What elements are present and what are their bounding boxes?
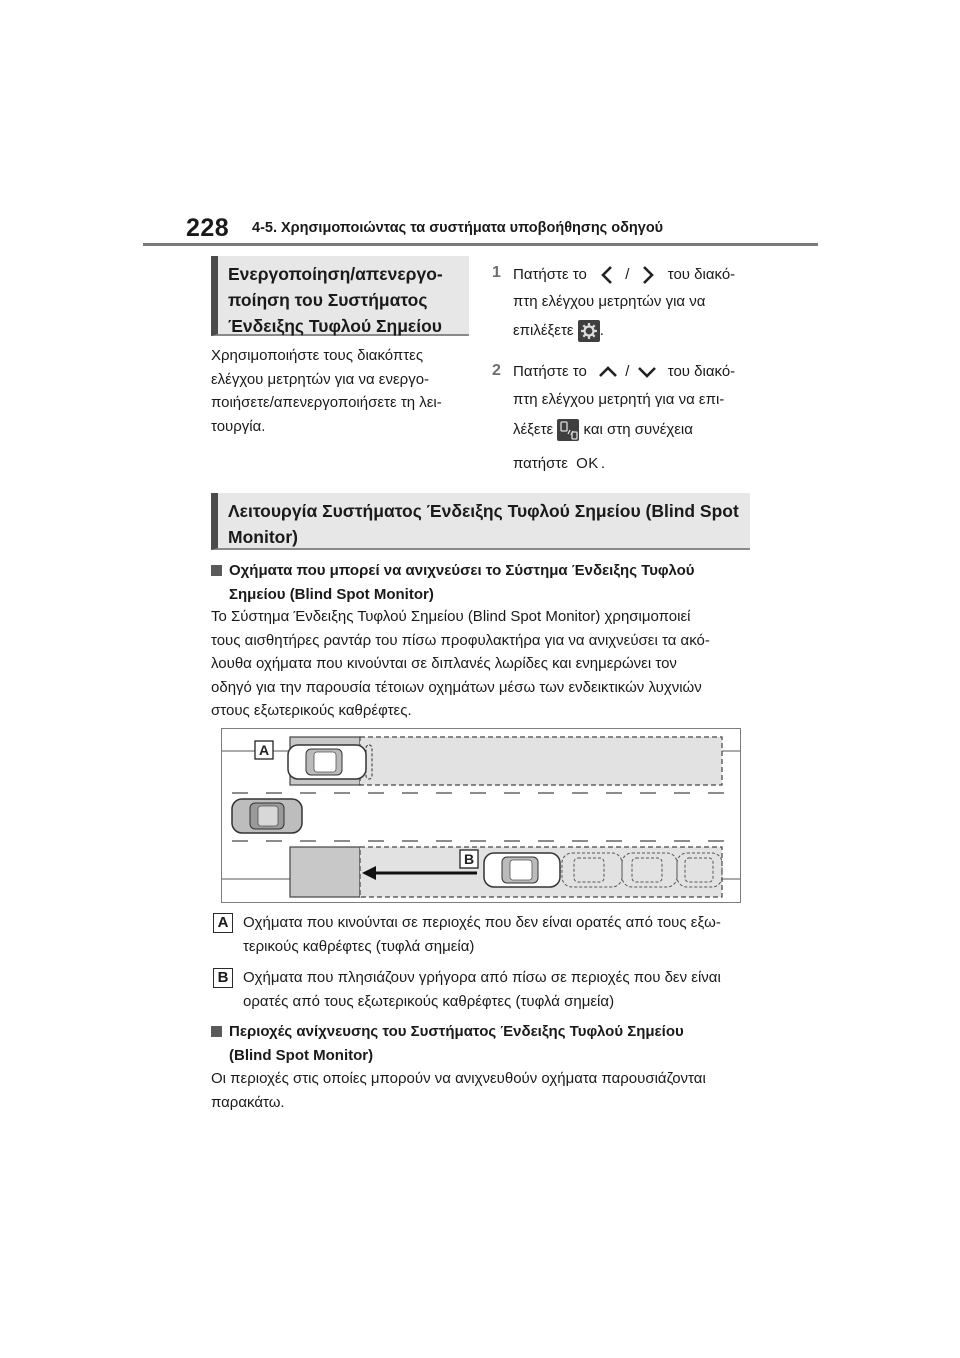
step-number: 1	[492, 264, 501, 281]
text: επιλέξετε	[513, 321, 574, 339]
text-line: ποιήσετε/απενεργοποιήσετε τη λει-	[211, 394, 442, 411]
subheading-detectable-vehicles	[229, 559, 695, 606]
step1-line2: πτη ελέγχου μετρητών για να	[513, 293, 706, 310]
chapter-title: 4-5. Χρησιμοποιώντας τα συστήματα υποβοήθησης οδηγού	[252, 220, 664, 236]
text-line: Σημείου (Blind Spot Monitor)	[229, 585, 434, 603]
text: πατήστε	[513, 455, 568, 472]
blind-spot-monitor-icon	[557, 419, 579, 441]
chevron-down-icon	[636, 364, 658, 380]
label-b: B	[463, 851, 475, 867]
step2-line1	[513, 363, 735, 380]
text-line: Το Σύστημα Ένδειξης Τυφλού Σημείου (Blind Spot Monitor) χρησιμοποιεί	[211, 608, 691, 625]
text-line: στους εξωτερικούς καθρέφτες.	[211, 702, 412, 719]
section-heading-activation	[211, 256, 469, 336]
text-line: Οι περιοχές στις οποίες μπορούν να ανιχνευθούν οχήματα παρουσιάζονται	[211, 1070, 706, 1087]
text-line: Χρησιμοποιήστε τους διακόπτες	[211, 347, 424, 364]
heading-line: Ενεργοποίηση/απενεργο-	[228, 264, 443, 284]
subheading-detection-areas	[229, 1020, 684, 1067]
text: .	[599, 321, 604, 339]
text-line: Περιοχές ανίχνευσης του Συστήματος Ένδειξης Τυφλού Σημείου	[229, 1023, 684, 1040]
definition-a-line1: Οχήματα που κινούνται σε περιοχές που δεν είναι ορατές από τους εξω-	[243, 914, 721, 931]
text-line: Οχήματα που μπορεί να ανιχνεύσει το Σύστημα Ένδειξης Τυφλού	[229, 562, 695, 579]
text: και στη συνέχεια	[583, 420, 693, 438]
definition-b-line1: Οχήματα που πλησιάζουν γρήγορα από πίσω σε περιοχές που δεν είναι	[243, 969, 721, 986]
chevron-up-icon	[597, 364, 619, 380]
definition-label-a: A	[213, 913, 233, 933]
detection-zone-a	[360, 737, 722, 785]
activation-intro	[211, 344, 467, 438]
vehicle-b	[484, 853, 560, 887]
text-line: τους αισθητήρες ραντάρ του πίσω προφυλακτήρα για να ανιχνεύσει τα ακό-	[211, 631, 710, 649]
page-number: 228	[186, 214, 230, 242]
road-diagram	[222, 729, 740, 902]
blind-spot-figure	[221, 728, 741, 903]
ok-icon: OK	[576, 455, 599, 472]
label-a: A	[258, 742, 270, 758]
vehicle-a	[288, 745, 366, 779]
section-heading-operation: Λειτουργία Συστήματος Ένδειξης Τυφλού Σημείου (Blind Spot Monitor)	[211, 493, 750, 550]
text-line: τουργία.	[211, 417, 266, 435]
heading-line: ποίηση του Συστήματος	[228, 290, 428, 310]
heading-line: Ένδειξης Τυφλού Σημείου	[228, 316, 442, 336]
text: Πατήστε το	[513, 265, 587, 283]
text: του διακό-	[667, 265, 736, 283]
bsm-description	[211, 605, 756, 723]
step-number: 2	[492, 362, 501, 379]
definition-b-line2: ορατές από τους εξωτερικούς καθρέφτες (τυφλά σημεία)	[243, 993, 615, 1010]
text: του διακό-	[667, 363, 736, 380]
step2-line2: πτη ελέγχου μετρητή για να επι-	[513, 391, 725, 408]
chevron-left-icon	[597, 265, 619, 285]
text-line: ελέγχου μετρητών για να ενεργο-	[211, 370, 430, 388]
text-line: οδηγό για την παρουσία τέτοιων οχημάτων μέσω των ενδεικτικών λυχνιών	[211, 678, 702, 696]
own-vehicle	[232, 799, 302, 833]
step1-line3	[513, 320, 604, 342]
bullet-square-icon	[211, 1026, 222, 1037]
chevron-right-icon	[636, 265, 658, 285]
blind-spot-zone-b	[290, 847, 360, 897]
text: .	[600, 455, 605, 472]
step1-line1	[513, 265, 735, 285]
detection-areas-description	[211, 1067, 756, 1114]
step2-line4	[513, 455, 605, 472]
text: λέξετε	[513, 420, 554, 438]
definition-a-line2: τερικούς καθρέφτες (τυφλά σημεία)	[243, 938, 475, 955]
text-line: (Blind Spot Monitor)	[229, 1046, 374, 1064]
text: /	[625, 363, 630, 380]
text-line: παρακάτω.	[211, 1093, 285, 1111]
text-line: λουθα οχήματα που κινούνται σε διπλανές λωρίδες και ενημερώνει τον	[211, 655, 677, 672]
text: /	[625, 265, 630, 283]
header-divider	[143, 243, 818, 246]
step2-line3	[513, 419, 693, 441]
definition-label-b: B	[213, 968, 233, 988]
bullet-square-icon	[211, 565, 222, 576]
gear-icon	[578, 320, 600, 342]
text: Πατήστε το	[513, 363, 587, 380]
